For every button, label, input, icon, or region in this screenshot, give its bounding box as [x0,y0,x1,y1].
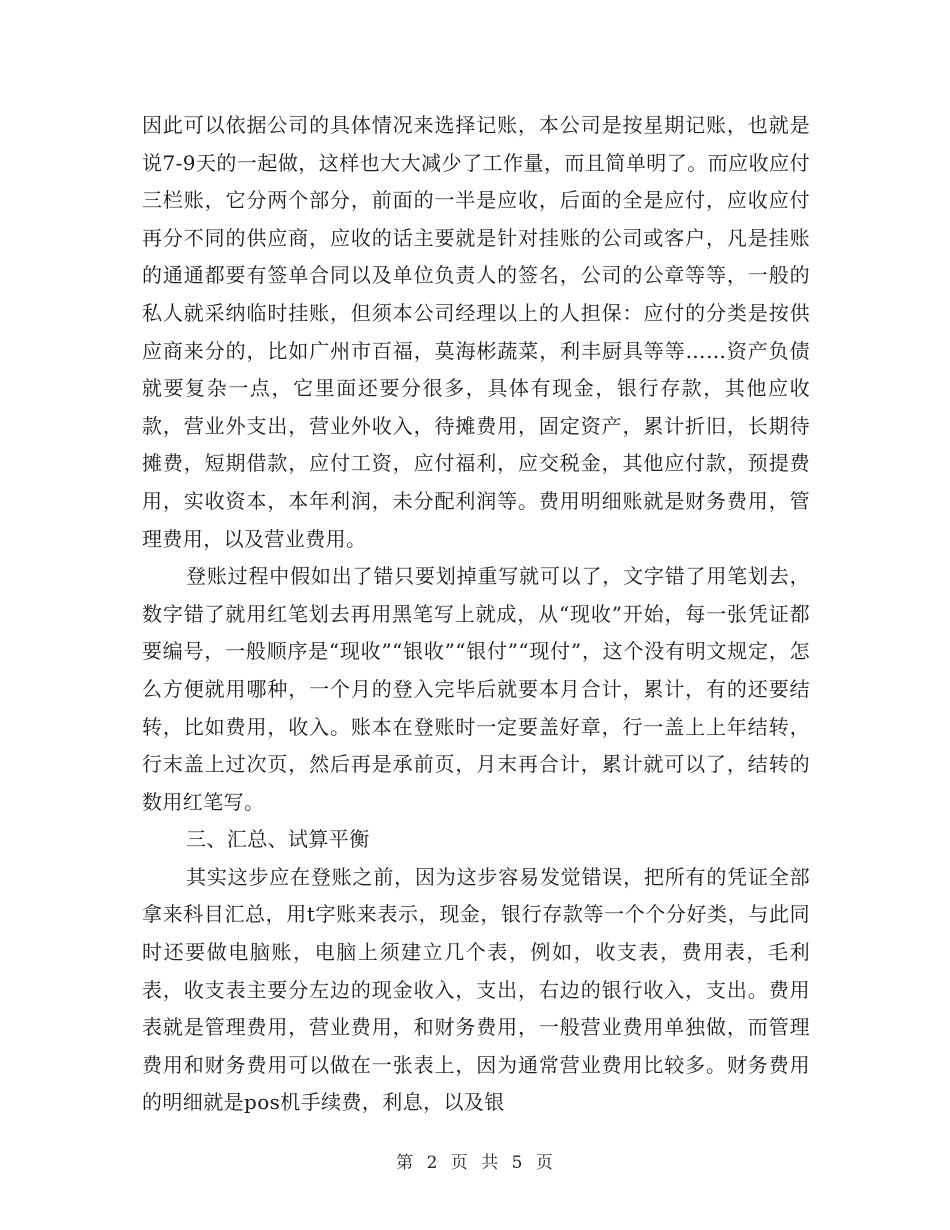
document-body [142,107,810,1122]
section-heading: 三、汇总、试算平衡 [186,827,370,852]
paragraph-2: 登账过程中假如出了错只要划掉重写就可以了，文字错了用笔划去，数字错了就用红笔划去再用黑笔写上就成，从“现收”开始，每一张凭证都要编号，一般顺序是“现收”“银收”“银付”“现付”，这个没有明文规定，怎么方便就用哪种，一个月的登入完毕后就要本月合计，累计，有的还要结转，比如费用，收入。账本在登账时一定要盖好章，行一盖上上年结转，行末盖上过次页，然后再是承前页，月末再合计，累计就可以了，结转的数用红笔写。 [142,564,810,814]
footer-total-pages: 5 [511,1153,524,1173]
footer-current-page: 2 [426,1153,439,1173]
footer-label-page-unit: 页 [450,1153,469,1173]
footer-label-page: 第 [396,1153,415,1173]
paragraph-1: 因此可以依据公司的具体情况来选择记账，本公司是按星期记账，也就是说7-9天的一起做，这样也大大减少了工作量，而且简单明了。而应收应付三栏账，它分两个部分，前面的一半是应收，后面的全是应付，应收应付再分不同的供应商，应收的话主要就是针对挂账的公司或客户，凡是挂账的通通都要有签单合同以及单位负责人的签名，公司的公章等等，一般的私人就采纳临时挂账，但须本公司经理以上的人担保：应付的分类是按供应商来分的，比如广州市百福，莫海彬蔬菜，利丰厨具等等……资产负债就要复杂一点，它里面还要分很多，具体有现金，银行存款，其他应收款，营业外支出，营业外收入，待摊费用，固定资产，累计折旧，长期待摊费，短期借款，应付工资，应付福利，应交税金，其他应付款，预提费用，实收资本，本年利润，未分配利润等。费用明细账就是财务费用，管理费用，以及营业费用。 [142,113,810,551]
footer-label-total: 共 [481,1153,500,1173]
footer-label-total-unit: 页 [535,1153,554,1173]
page-footer [0,1148,950,1173]
paragraph-3: 其实这步应在登账之前，因为这步容易发觉错误，把所有的凭证全部拿来科目汇总，用t字账来表示，现金，银行存款等一个个分好类，与此同时还要做电脑账，电脑上须建立几个表，例如，收支表，费用表，毛利表，收支表主要分左边的现金收入，支出，右边的银行收入，支出。费用表就是管理费用，营业费用，和财务费用，一般营业费用单独做，而管理费用和财务费用可以做在一张表上，因为通常营业费用比较多。财务费用的明细就是pos机手续费，利息，以及银 [142,864,810,1115]
